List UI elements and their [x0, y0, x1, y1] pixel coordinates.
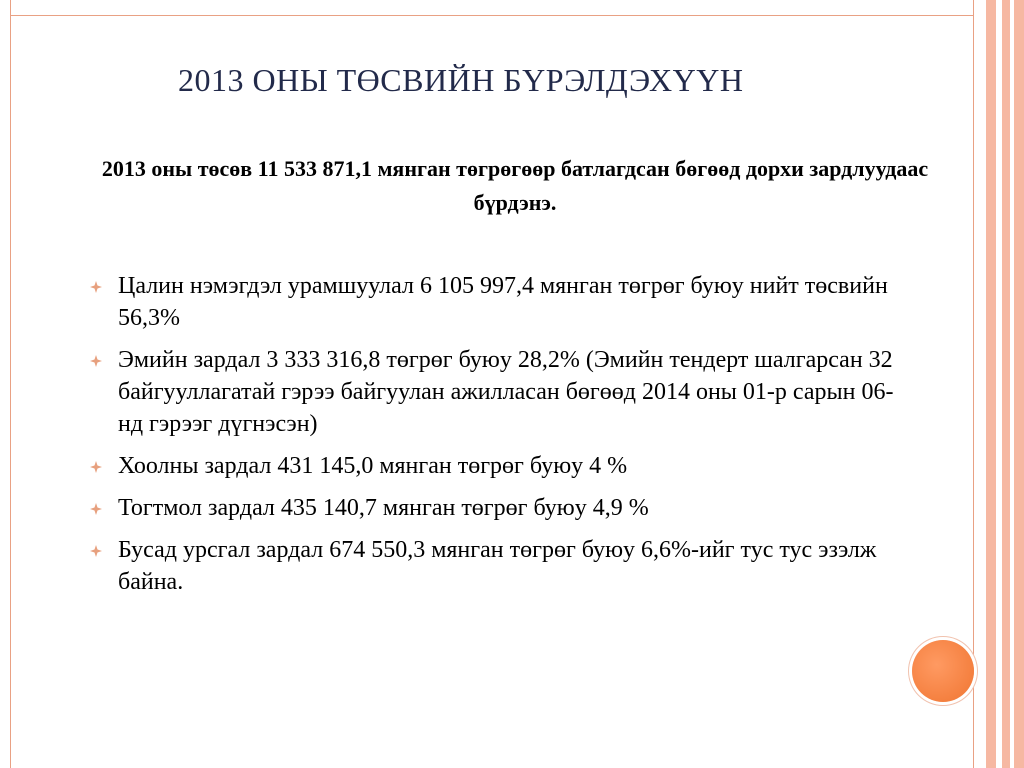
diamond-bullet-icon — [90, 545, 102, 557]
bullet-text: Хоолны зардал 431 145,0 мянган төгрөг буюу 4 % — [118, 453, 628, 479]
bullet-item — [88, 270, 918, 334]
bullet-text: Тогтмол зардал 435 140,7 мянган төгрөг буюу 4,9 % — [118, 495, 649, 521]
diamond-bullet-icon — [90, 355, 102, 367]
bullet-item — [88, 450, 918, 482]
bullet-item — [88, 534, 918, 598]
diamond-bullet-icon — [90, 503, 102, 515]
bullet-item — [88, 344, 918, 440]
bullet-text: Бусад урсгал зардал 674 550,3 мянган төгрөг буюу 6,6%-ийг тус тус эзэлж байна. — [118, 537, 877, 595]
diamond-bullet-icon — [90, 461, 102, 473]
bullet-list — [88, 270, 918, 608]
diamond-bullet-icon — [90, 281, 102, 293]
bullet-item — [88, 492, 918, 524]
slide-title: 2013 ОНЫ ТӨСВИЙН БҮРЭЛДЭХҮҮН — [178, 62, 744, 98]
intro-text: 2013 оны төсөв 11 533 871,1 мянган төгрөгөөр батлагдсан бөгөөд дорхи зардлуудаас бүрдэнэ. — [101, 156, 929, 215]
slide-frame-top — [10, 0, 974, 16]
decorative-stripes — [980, 0, 1024, 768]
bullet-text: Цалин нэмэгдэл урамшуулал 6 105 997,4 мянган төгрөг буюу нийт төсвийн 56,3% — [118, 273, 888, 331]
orange-circle-icon — [912, 640, 974, 702]
bullet-text: Эмийн зардал 3 333 316,8 төгрөг буюу 28,2% (Эмийн тендерт шалгарсан 32 байгууллагатай гэрээ байгуулан ажилласан бөгөөд 2014 оны 01-р сарын 06-нд гэрээг дүгнэсэн) — [118, 347, 894, 437]
